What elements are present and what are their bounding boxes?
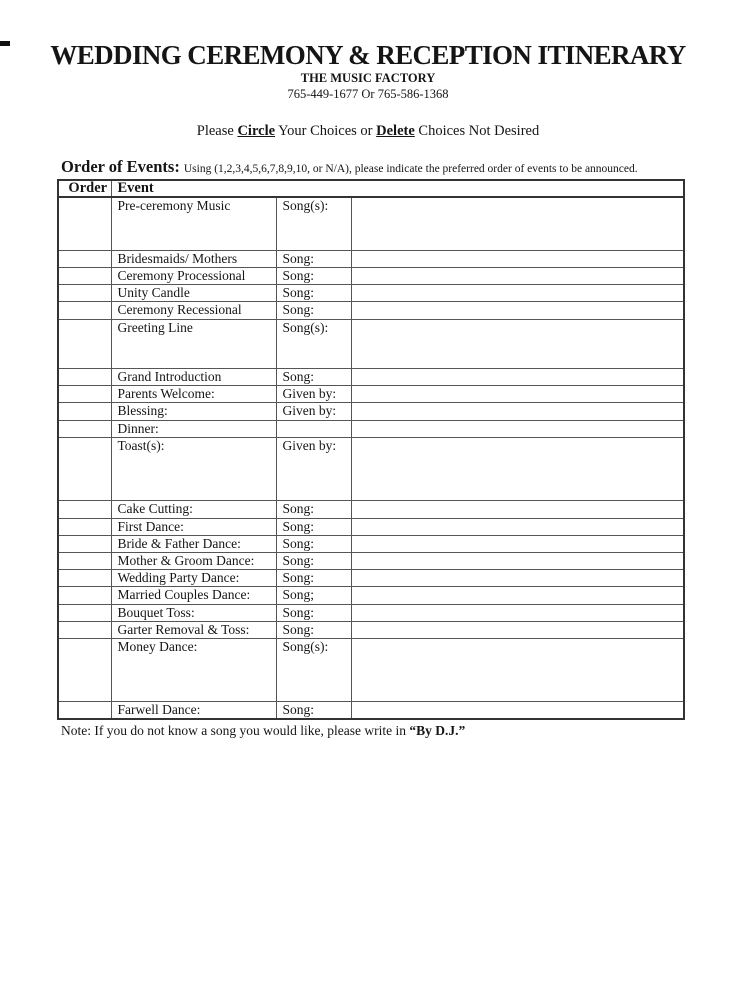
song-label-cell: Song(s): (276, 638, 351, 701)
event-cell: Mother & Groom Dance: (111, 552, 276, 569)
order-cell (58, 437, 111, 500)
document-page (0, 41, 736, 739)
table-row (58, 368, 684, 385)
table-row (58, 604, 684, 621)
event-cell: Wedding Party Dance: (111, 569, 276, 586)
order-cell (58, 701, 111, 719)
write-in-cell (351, 301, 684, 319)
order-cell (58, 518, 111, 535)
event-cell: Bridesmaids/ Mothers (111, 250, 276, 267)
song-label-cell: Given by: (276, 385, 351, 402)
write-in-cell (351, 604, 684, 621)
table-row (58, 621, 684, 638)
song-label-cell: Song: (276, 301, 351, 319)
table-row (58, 197, 684, 250)
write-in-cell (351, 319, 684, 368)
write-in-cell (351, 420, 684, 437)
order-cell (58, 319, 111, 368)
event-cell: Pre-ceremony Music (111, 197, 276, 250)
footer-note-text: Note: If you do not know a song you would like, please write in (61, 723, 410, 739)
song-label-cell: Given by: (276, 437, 351, 500)
song-label-cell: Song; (276, 586, 351, 604)
song-label-cell: Song: (276, 368, 351, 385)
order-of-events-heading (61, 157, 736, 177)
event-cell: Money Dance: (111, 638, 276, 701)
table-row (58, 586, 684, 604)
write-in-cell (351, 250, 684, 267)
order-cell (58, 604, 111, 621)
song-label-cell (276, 420, 351, 437)
event-cell: Toast(s): (111, 437, 276, 500)
circle-emphasis: Circle (237, 123, 276, 140)
phone-numbers: 765-449-1677 Or 765-586-1368 (287, 87, 449, 102)
song-label-cell: Song: (276, 621, 351, 638)
by-dj-emphasis: “By D.J.” (409, 723, 466, 739)
event-cell: Ceremony Processional (111, 267, 276, 284)
order-cell (58, 267, 111, 284)
event-cell: First Dance: (111, 518, 276, 535)
write-in-cell (351, 402, 684, 420)
table-row (58, 420, 684, 437)
write-in-cell (351, 586, 684, 604)
table-row (58, 518, 684, 535)
table-row (58, 284, 684, 301)
scan-artifact-mark (0, 41, 10, 46)
song-label-cell: Song: (276, 284, 351, 301)
order-cell (58, 638, 111, 701)
company-name: THE MUSIC FACTORY (300, 71, 436, 86)
event-cell: Greeting Line (111, 319, 276, 368)
song-label-cell: Song(s): (276, 197, 351, 250)
instruction-text: Choices Not Desired (414, 123, 540, 140)
order-of-events-hint: Using (1,2,3,4,5,6,7,8,9,10, or N/A), please indicate the preferred order of events to be announced. (183, 163, 638, 176)
table-row (58, 638, 684, 701)
song-label-cell: Song: (276, 518, 351, 535)
write-in-cell (351, 638, 684, 701)
table-row (58, 500, 684, 518)
event-cell: Married Couples Dance: (111, 586, 276, 604)
write-in-cell (351, 518, 684, 535)
event-cell: Blessing: (111, 402, 276, 420)
instruction-text: Your Choices or (275, 123, 377, 140)
order-cell (58, 301, 111, 319)
song-label-cell: Song: (276, 552, 351, 569)
write-in-cell (351, 284, 684, 301)
order-cell (58, 569, 111, 586)
instruction-text: Please (196, 123, 238, 140)
song-label-cell: Song: (276, 500, 351, 518)
event-cell: Grand Introduction (111, 368, 276, 385)
event-cell: Ceremony Recessional (111, 301, 276, 319)
instruction-line (0, 123, 736, 140)
write-in-cell (351, 569, 684, 586)
order-cell (58, 420, 111, 437)
delete-emphasis: Delete (376, 123, 415, 140)
order-cell (58, 500, 111, 518)
event-cell: Parents Welcome: (111, 385, 276, 402)
event-cell: Garter Removal & Toss: (111, 621, 276, 638)
song-label-cell: Song: (276, 250, 351, 267)
page-title: WEDDING CEREMONY & RECEPTION ITINERARY (50, 40, 686, 70)
table-row (58, 319, 684, 368)
footer-note (61, 723, 736, 739)
write-in-cell (351, 535, 684, 552)
write-in-cell (351, 701, 684, 719)
order-cell (58, 284, 111, 301)
order-of-events-label: Order of Events: (61, 157, 180, 177)
event-cell: Bride & Father Dance: (111, 535, 276, 552)
write-in-cell (351, 621, 684, 638)
table-row (58, 701, 684, 719)
order-cell (58, 586, 111, 604)
events-table (57, 179, 685, 720)
event-column-header: Event (111, 180, 684, 197)
order-cell (58, 552, 111, 569)
song-label-cell: Song: (276, 701, 351, 719)
write-in-cell (351, 368, 684, 385)
write-in-cell (351, 197, 684, 250)
song-label-cell: Song: (276, 569, 351, 586)
song-label-cell: Song: (276, 604, 351, 621)
event-cell: Cake Cutting: (111, 500, 276, 518)
write-in-cell (351, 437, 684, 500)
order-cell (58, 621, 111, 638)
order-cell (58, 402, 111, 420)
song-label-cell: Given by: (276, 402, 351, 420)
table-row (58, 552, 684, 569)
order-cell (58, 250, 111, 267)
table-row (58, 250, 684, 267)
table-row (58, 301, 684, 319)
order-cell (58, 368, 111, 385)
table-row (58, 535, 684, 552)
table-row (58, 385, 684, 402)
write-in-cell (351, 385, 684, 402)
event-cell: Farwell Dance: (111, 701, 276, 719)
song-label-cell: Song: (276, 267, 351, 284)
event-cell: Dinner: (111, 420, 276, 437)
table-row (58, 569, 684, 586)
event-cell: Bouquet Toss: (111, 604, 276, 621)
song-label-cell: Song(s): (276, 319, 351, 368)
table-row (58, 267, 684, 284)
table-header-row (58, 180, 684, 197)
table-row (58, 402, 684, 420)
order-cell (58, 385, 111, 402)
write-in-cell (351, 500, 684, 518)
order-column-header: Order (58, 180, 111, 197)
event-cell: Unity Candle (111, 284, 276, 301)
order-cell (58, 197, 111, 250)
song-label-cell: Song: (276, 535, 351, 552)
write-in-cell (351, 267, 684, 284)
write-in-cell (351, 552, 684, 569)
table-row (58, 437, 684, 500)
order-cell (58, 535, 111, 552)
